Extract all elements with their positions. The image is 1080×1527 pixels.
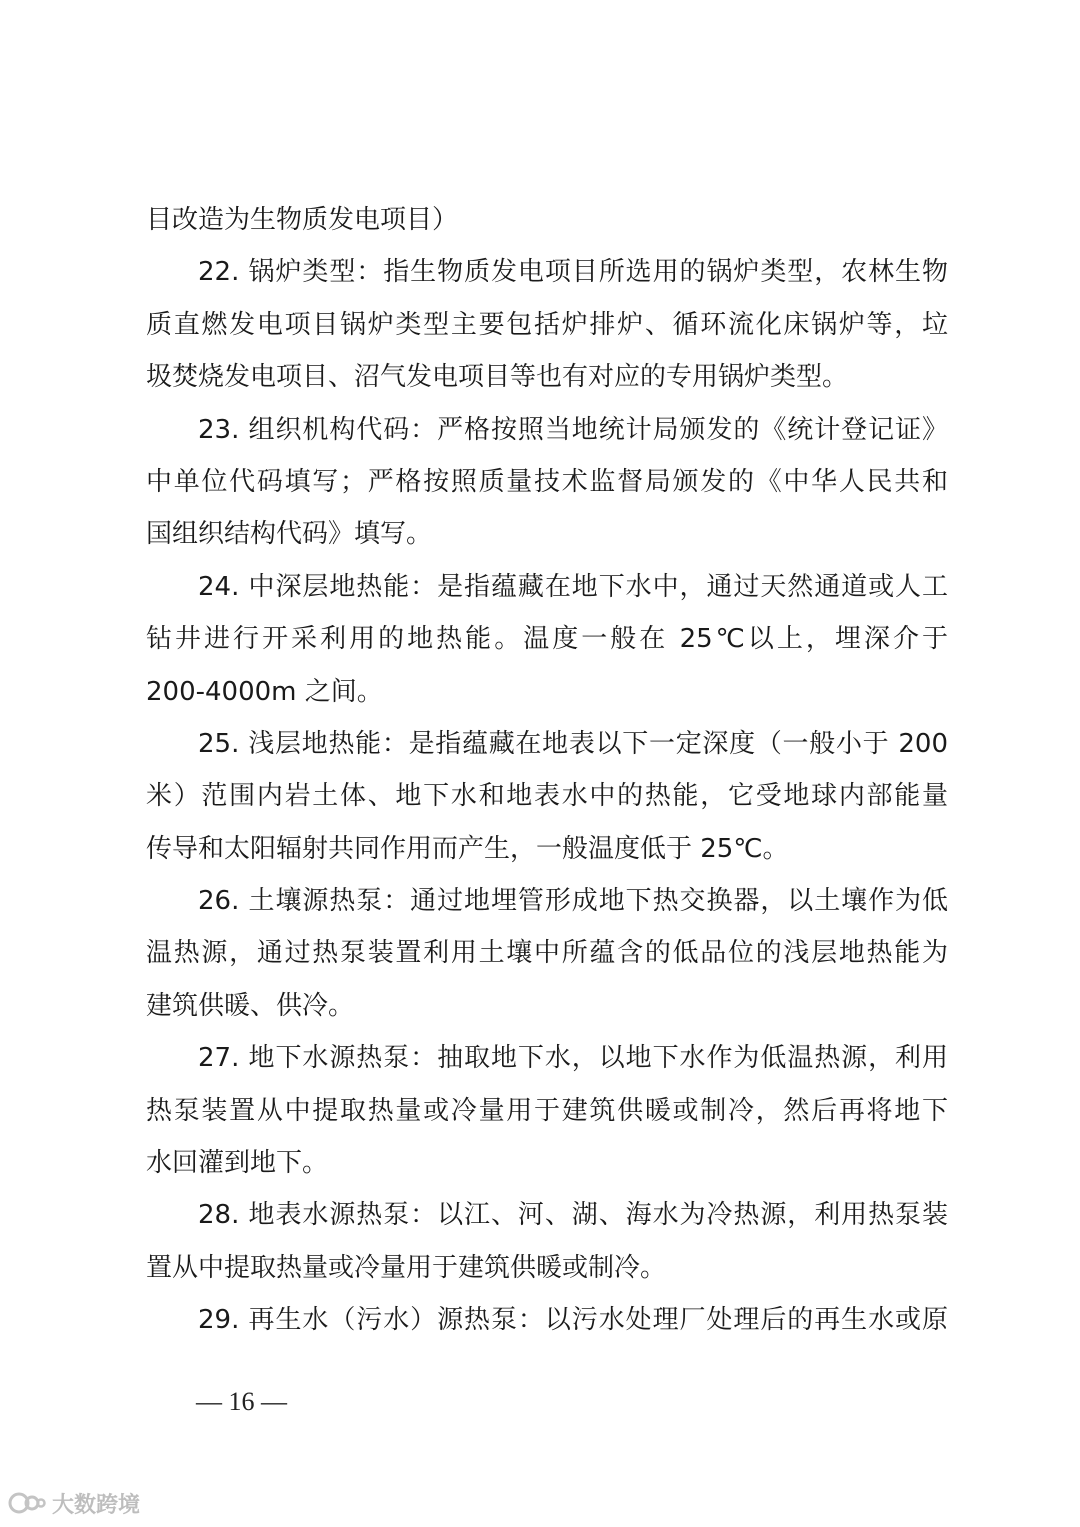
text-line: 置从中提取热量或冷量用于建筑供暖或制冷。: [146, 1252, 667, 1283]
text-line: 26. 土壤源热泵：通过地埋管形成地下热交换器，以土壤作为低: [198, 886, 948, 917]
text-line: 温热源，通过热泵装置利用土壤中所蕴含的低品位的浅层地热能为: [146, 938, 948, 969]
page-number: — 16 —: [196, 1387, 287, 1416]
text-line: 建筑供暖、供冷。: [146, 990, 355, 1021]
document-body: [146, 194, 948, 1347]
text-line: 目改造为生物质发电项目）: [146, 205, 459, 235]
text-line: 28. 地表水源热泵：以江、河、湖、海水为冷热源，利用热泵装: [198, 1200, 948, 1231]
text-line: 200-4000m 之间。: [146, 676, 383, 707]
text-line: 24. 中深层地热能：是指蕴藏在地下水中，通过天然通道或人工: [198, 571, 948, 602]
text-line: 23. 组织机构代码：严格按照当地统计局颁发的《统计登记证》: [198, 414, 948, 445]
text-line: 水回灌到地下。: [146, 1148, 329, 1179]
watermark: [8, 1486, 140, 1520]
text-line: 传导和太阳辐射共同作用而产生，一般温度低于 25℃。: [146, 833, 789, 864]
text-line: 热泵装置从中提取热量或冷量用于建筑供暖或制冷，然后再将地下: [146, 1095, 948, 1126]
text-line: 22. 锅炉类型：指生物质发电项目所选用的锅炉类型，农林生物: [198, 257, 948, 288]
text-line: 中单位代码填写；严格按照质量技术监督局颁发的《中华人民共和: [146, 466, 948, 497]
text-line: 27. 地下水源热泵：抽取地下水，以地下水作为低温热源，利用: [198, 1043, 948, 1074]
text-line: 圾焚烧发电项目、沼气发电项目等也有对应的专用锅炉类型。: [146, 362, 849, 393]
text-line: 29. 再生水（污水）源热泵：以污水处理厂处理后的再生水或原: [198, 1305, 948, 1336]
watermark-text: 大数跨境: [52, 1492, 141, 1518]
text-line: 25. 浅层地热能：是指蕴藏在地表以下一定深度（一般小于 200: [198, 728, 948, 759]
text-line: 质直燃发电项目锅炉类型主要包括炉排炉、循环流化床锅炉等，垃: [146, 309, 948, 340]
watermark-logo-icon: [8, 1490, 46, 1516]
text-line: 国组织结构代码》填写。: [146, 519, 433, 550]
text-line: 米）范围内岩土体、地下水和地表水中的热能，它受地球内部能量: [146, 781, 948, 812]
text-line: 钻井进行开采利用的地热能。温度一般在 25℃以上，埋深介于: [146, 624, 948, 655]
